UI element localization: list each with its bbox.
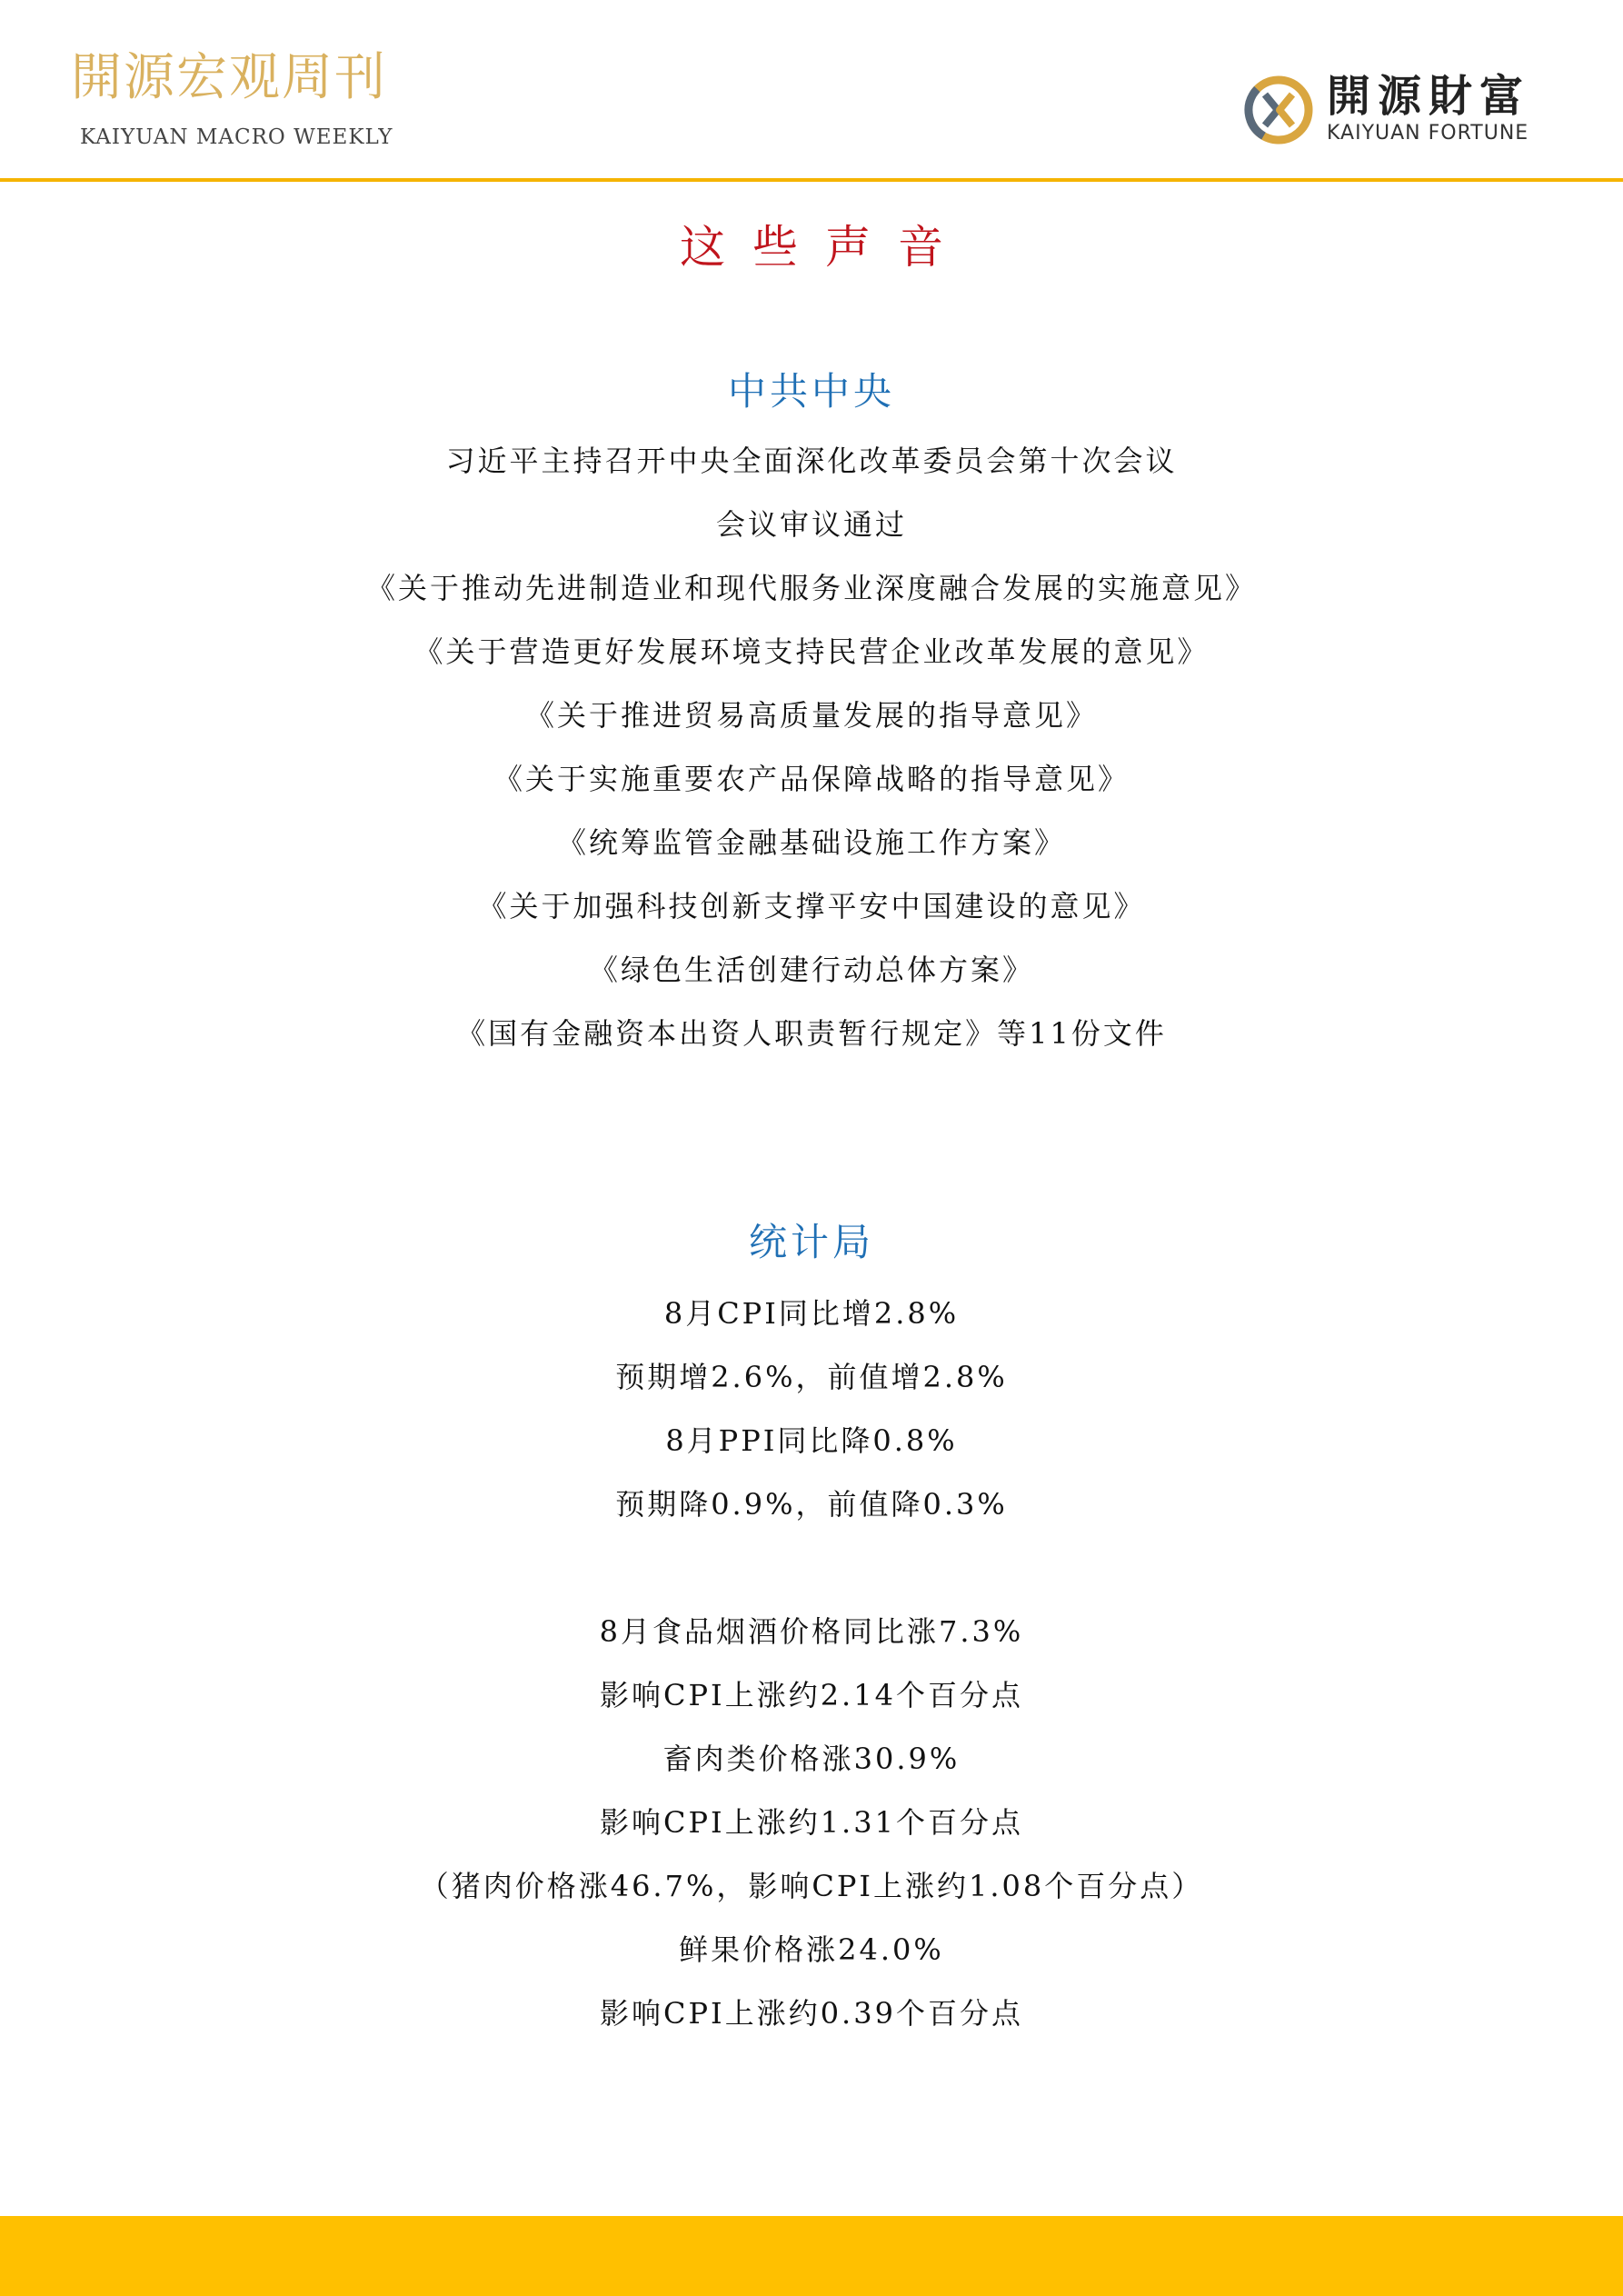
list-item: 习近平主持召开中央全面深化改革委员会第十次会议 <box>445 444 1178 478</box>
header-divider <box>0 178 1623 182</box>
list-item: 《关于加强科技创新支撑平安中国建设的意见》 <box>477 889 1146 923</box>
page-title: 这些声音 <box>680 221 971 274</box>
header-brand: 開源宏观周刊 <box>71 48 387 107</box>
list-item: 《关于推进贸易高质量发展的指导意见》 <box>524 698 1098 733</box>
section-title-stats: 统计局 <box>748 1220 874 1264</box>
section-stats-list-a <box>0 1282 1623 1536</box>
list-item: 《关于营造更好发展环境支持民营企业改革发展的意见》 <box>413 634 1210 669</box>
list-item: 8月PPI同比降0.8% <box>665 1423 958 1458</box>
list-item: 《关于推动先进制造业和现代服务业深度融合发展的实施意见》 <box>365 571 1257 605</box>
list-item: 影响CPI上涨约0.39个百分点 <box>600 1996 1023 2031</box>
footer-bar <box>0 2216 1623 2296</box>
list-item: 影响CPI上涨约1.31个百分点 <box>600 1805 1023 1840</box>
list-item: 影响CPI上涨约2.14个百分点 <box>600 1678 1023 1712</box>
list-item: 《绿色生活创建行动总体方案》 <box>588 953 1034 987</box>
list-item: （猪肉价格涨46.7%，影响CPI上涨约1.08个百分点） <box>419 1869 1204 1903</box>
kaiyuan-fortune-logo <box>1243 71 1552 147</box>
list-item: 预期降0.9%，前值降0.3% <box>615 1487 1008 1522</box>
list-item: 《关于实施重要农产品保障战略的指导意见》 <box>493 762 1130 796</box>
list-item: 8月CPI同比增2.8% <box>663 1296 960 1331</box>
list-item: 《国有金融资本出资人职责暂行规定》等11份文件 <box>456 1016 1167 1051</box>
list-item: 预期增2.6%，前值增2.8% <box>615 1360 1008 1394</box>
logo-chinese-name: 開源財富 <box>1327 71 1531 122</box>
list-item: 鲜果价格涨24.0% <box>679 1932 944 1967</box>
header-brand-en: KAIYUAN MACRO WEEKLY <box>80 125 393 149</box>
list-item: 会议审议通过 <box>715 507 907 542</box>
section-stats-list-b <box>0 1600 1623 2045</box>
list-item: 《统筹监管金融基础设施工作方案》 <box>556 825 1066 860</box>
section-title-central: 中共中央 <box>727 369 895 414</box>
section-central-list <box>0 429 1623 1065</box>
kaiyuan-logo-icon <box>1243 75 1314 145</box>
list-item: 畜肉类价格涨30.9% <box>662 1742 961 1776</box>
list-item: 8月食品烟酒价格同比涨7.3% <box>599 1614 1024 1649</box>
logo-english-name: KAIYUAN FORTUNE <box>1327 122 1529 145</box>
